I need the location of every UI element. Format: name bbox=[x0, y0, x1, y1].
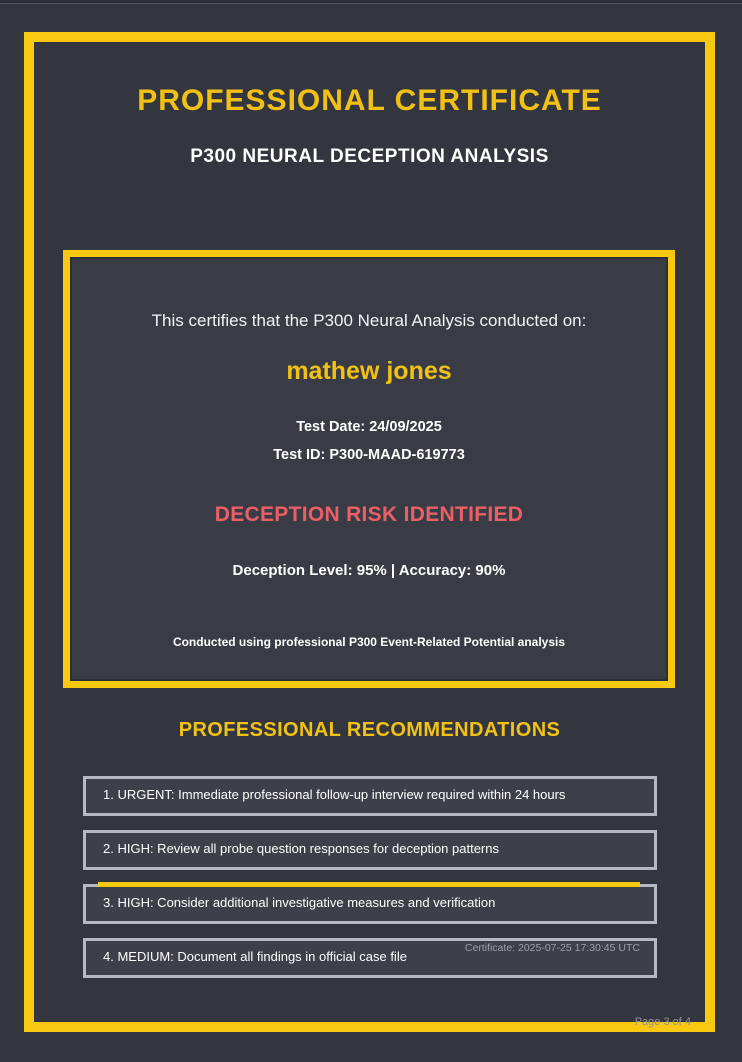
deception-metrics: Deception Level: 95% | Accuracy: 90% bbox=[232, 562, 506, 579]
page-number: Page 3 of 4 bbox=[634, 1016, 691, 1028]
subject-name: mathew jones bbox=[286, 357, 452, 385]
recommendation-item-4: 4. MEDIUM: Document all findings in official case file Certificate: 2025-07-25 17:30:45 UTC bbox=[83, 938, 657, 978]
certificate-subtitle: P300 NEURAL DECEPTION ANALYSIS bbox=[190, 146, 549, 167]
recommendation-item-2: 2. HIGH: Review all probe question responses for deception patterns bbox=[83, 830, 657, 870]
certify-statement: This certifies that the P300 Neural Analysis conducted on: bbox=[151, 311, 587, 330]
result-panel bbox=[63, 250, 675, 688]
certificate-outer-frame bbox=[24, 32, 715, 1032]
test-date: Test Date: 24/09/2025 bbox=[296, 419, 442, 435]
deception-risk-result: DECEPTION RISK IDENTIFIED bbox=[214, 503, 524, 526]
page-gap-line bbox=[0, 3, 742, 4]
recommendation-item-3: 3. HIGH: Consider additional investigative measures and verification bbox=[83, 884, 657, 924]
certificate-title: PROFESSIONAL CERTIFICATE bbox=[137, 84, 602, 117]
recommendations-heading: PROFESSIONAL RECOMMENDATIONS bbox=[178, 719, 561, 741]
recommendation-item-1: 1. URGENT: Immediate professional follow-up interview required within 24 hours bbox=[83, 776, 657, 816]
certificate-timestamp: Certificate: 2025-07-25 17:30:45 UTC bbox=[464, 942, 640, 954]
test-id: Test ID: P300-MAAD-619773 bbox=[273, 447, 465, 463]
method-note: Conducted using professional P300 Event-Related Potential analysis bbox=[172, 635, 566, 649]
yellow-divider-strip bbox=[98, 882, 640, 887]
